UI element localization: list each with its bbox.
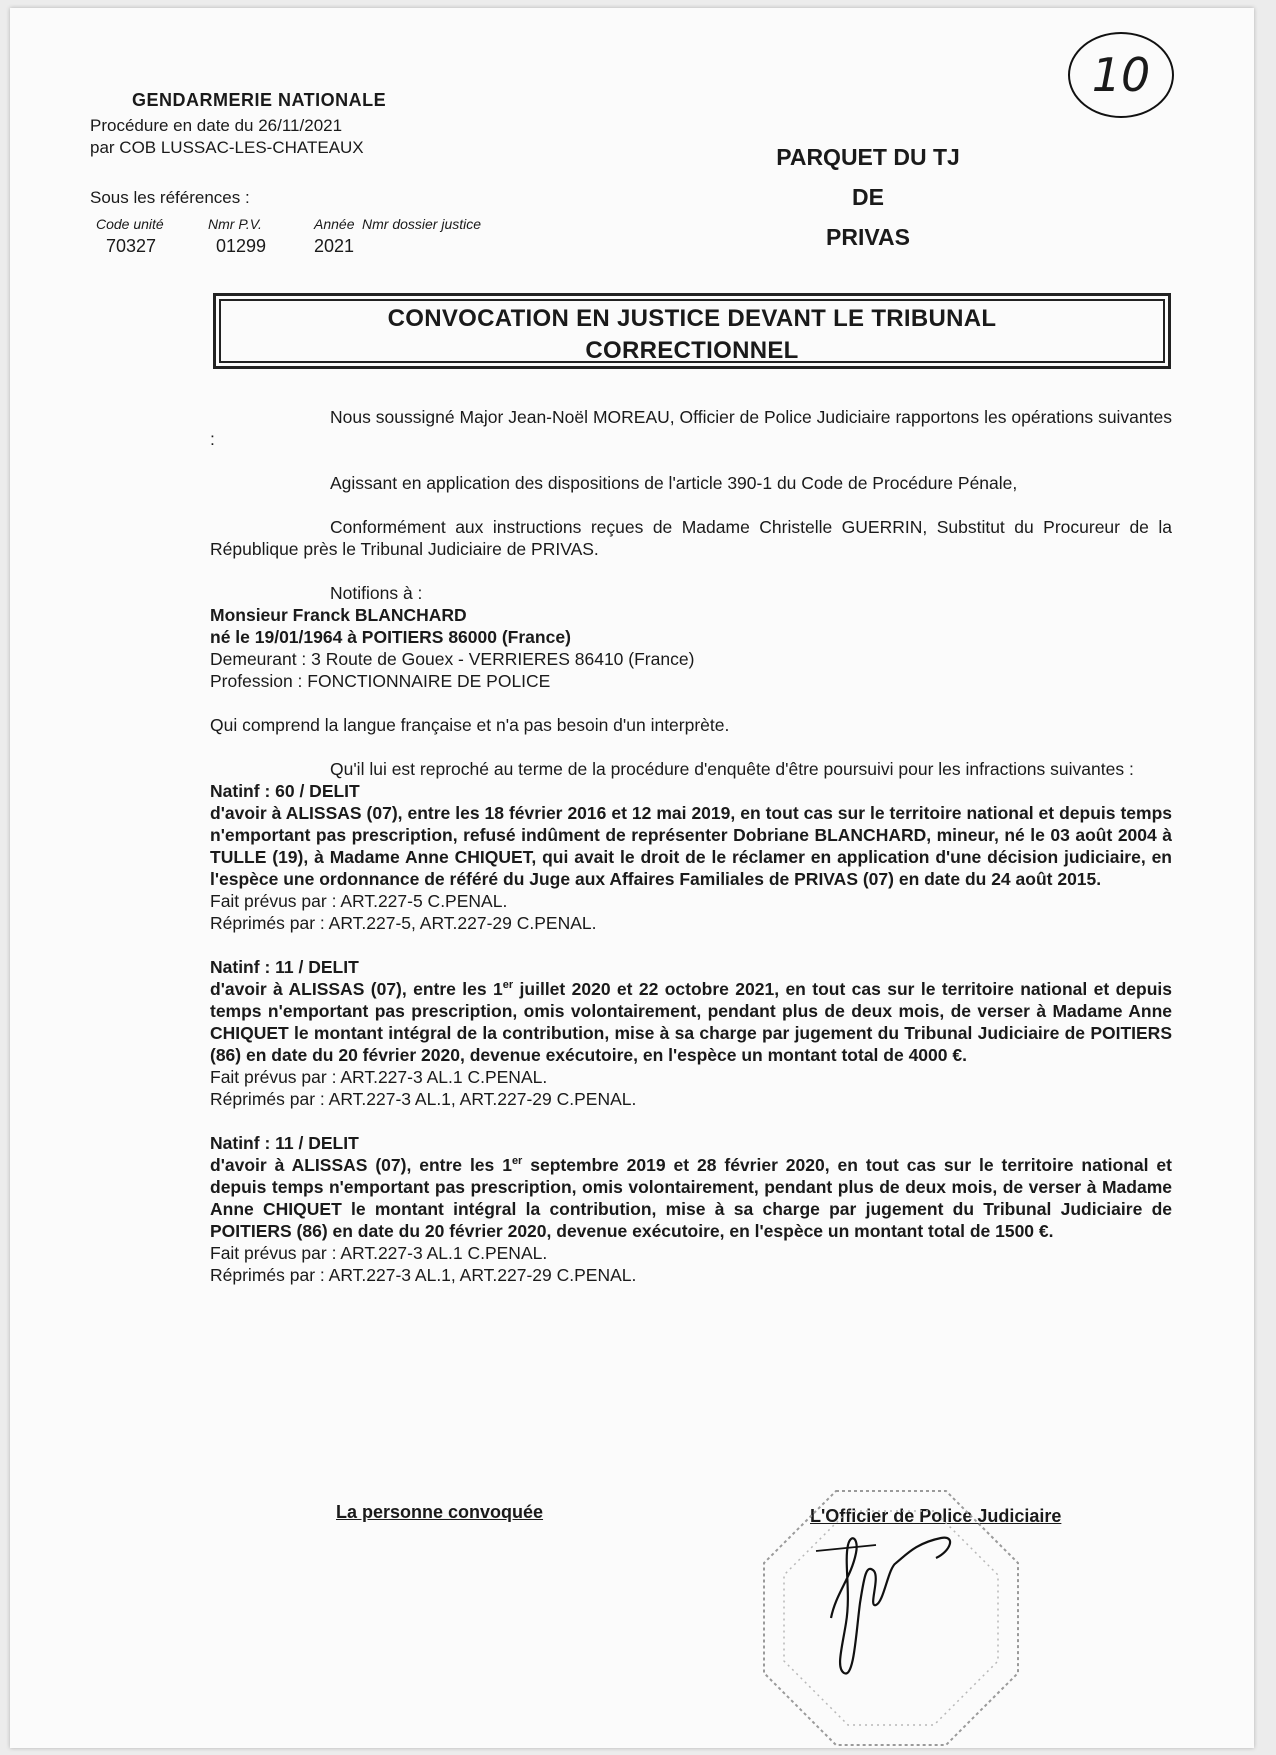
infraction-1-prevus: Fait prévus par : ART.227-5 C.PENAL. <box>210 891 508 911</box>
parquet-line-1: PARQUET DU TJ <box>776 144 960 170</box>
signature-stroke <box>816 1545 876 1551</box>
official-stamp-and-signature <box>756 1483 1026 1753</box>
infraction-1-text: d'avoir à ALISSAS (07), entre les 18 février 2016 et 12 mai 2019, en tout cas sur le territoire national et depuis temps n'emportant pas prescription, refusé indûment de représenter Dobriane BLANCHARD, mineur, né le 03 août 2004 à TULLE (19), à Madame Anne CHIQUET, qui avait le droit de le réclamer en application d'une décision judiciaire, en l'espèce une ordonnance de référé du Juge aux Affaires Familiales de PRIVAS (07) en date du 24 août 2015. <box>210 803 1172 889</box>
document-page <box>10 8 1254 1748</box>
procedure-date: Procédure en date du 26/11/2021 <box>90 116 343 135</box>
handwritten-signature <box>831 1538 950 1674</box>
infraction-3-reprimes: Réprimés par : ART.227-3 AL.1, ART.227-29 C.PENAL. <box>210 1265 637 1285</box>
annee-label: Année <box>314 216 355 232</box>
signature-label-convoquee: La personne convoquée <box>336 1502 544 1522</box>
title-line-1: CONVOCATION EN JUSTICE DEVANT LE TRIBUNAL <box>387 305 997 332</box>
infraction-2-reprimes: Réprimés par : ART.227-3 AL.1, ART.227-29 C.PENAL. <box>210 1089 637 1109</box>
org-name: GENDARMERIE NATIONALE <box>132 90 387 110</box>
parquet-line-3: PRIVAS <box>826 224 910 250</box>
agissant-paragraph: Agissant en application des dispositions de l'article 390-1 du Code de Procédure Pénale, <box>330 473 1018 493</box>
document-title <box>213 293 1171 369</box>
page-number-circle: 10 <box>1068 32 1174 118</box>
code-unite-value: 70327 <box>106 236 157 256</box>
code-unite-label: Code unité <box>96 216 164 232</box>
langue-line: Qui comprend la langue française et n'a pas besoin d'un interprète. <box>210 715 730 735</box>
refs-label: Sous les références : <box>90 188 250 207</box>
intro-paragraph: Nous soussigné Major Jean-Noël MOREAU, Officier de Police Judiciaire rapportons les opérations suivantes : <box>210 407 1172 449</box>
natinf-2: Natinf : 11 / DELIT <box>210 957 359 977</box>
document-body <box>210 406 1172 1286</box>
title-line-2: CORRECTIONNEL <box>585 337 799 364</box>
infraction-2-text: d'avoir à ALISSAS (07), entre les 1er juillet 2020 et 22 octobre 2021, en tout cas sur le territoire national et depuis temps n'emportant pas prescription, omis volontairement, pendant plus de deux mois, de verser à Madame Anne CHIQUET le montant intégral de la contribution, mise à sa charge par jugement du Tribunal Judiciaire de POITIERS (86) en date du 20 février 2020, devenue exécutoire, en l'espèce un montant total de 4000 €. <box>210 979 1172 1065</box>
infraction-2-prevus: Fait prévus par : ART.227-3 AL.1 C.PENAL. <box>210 1067 548 1087</box>
stamp-inner-octagon <box>784 1511 998 1725</box>
annee-value: 2021 <box>314 236 355 256</box>
conformement-paragraph: Conformément aux instructions reçues de Madame Christelle GUERRIN, Substitut du Procureur de la République près le Tribunal Judiciaire de PRIVAS. <box>210 517 1172 559</box>
parquet-line-2: DE <box>852 184 884 210</box>
dossier-label: Nmr dossier justice <box>362 216 482 232</box>
person-birth: né le 19/01/1964 à POITIERS 86000 (France) <box>210 627 571 647</box>
person-name: Monsieur Franck BLANCHARD <box>210 605 467 625</box>
natinf-1: Natinf : 60 / DELIT <box>210 781 360 801</box>
reproche-paragraph: Qu'il lui est reproché au terme de la procédure d'enquête d'être poursuivi pour les infractions suivantes : <box>330 759 1134 779</box>
person-profession: Profession : FONCTIONNAIRE DE POLICE <box>210 671 551 691</box>
infraction-3-prevus: Fait prévus par : ART.227-3 AL.1 C.PENAL. <box>210 1243 548 1263</box>
nmr-pv-value: 01299 <box>216 236 267 256</box>
procedure-unit: par COB LUSSAC-LES-CHATEAUX <box>90 138 364 157</box>
infraction-1-reprimes: Réprimés par : ART.227-5, ART.227-29 C.PENAL. <box>210 913 597 933</box>
infraction-3-text: d'avoir à ALISSAS (07), entre les 1er septembre 2019 et 28 février 2020, en tout cas sur le territoire national et depuis temps n'emportant pas prescription, omis volontairement, pendant plus de deux mois, de verser à Madame Anne CHIQUET le montant intégral la contribution, mise à sa charge par jugement du Tribunal Judiciaire de POITIERS (86) en date du 20 février 2020, devenue exécutoire, en l'espèce un montant total de 1500 €. <box>210 1155 1172 1241</box>
nmr-pv-label: Nmr P.V. <box>208 216 262 232</box>
stamp-octagon <box>764 1491 1018 1745</box>
person-address: Demeurant : 3 Route de Gouex - VERRIERES 86410 (France) <box>210 649 695 669</box>
signature-label-officier: L'Officier de Police Judiciaire <box>810 1506 1062 1526</box>
natinf-3: Natinf : 11 / DELIT <box>210 1133 359 1153</box>
notifions-label: Notifions à : <box>330 583 423 603</box>
